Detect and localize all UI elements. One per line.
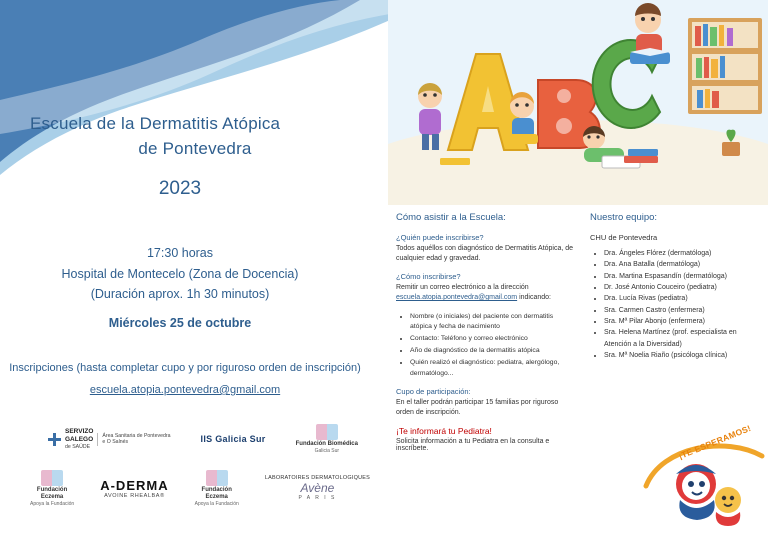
list-item: • Año de diagnóstico de la dermatitis atópica bbox=[410, 346, 576, 356]
list-item: • Sra. Mª Noelia Riaño (psicóloga clínica) bbox=[604, 350, 765, 361]
title-line-1: Escuela de la Dermatitis Atópica bbox=[30, 114, 281, 133]
fundacion-biomedica-line2: Galicia Sur bbox=[314, 448, 340, 454]
galicia-sur-text: IIS Galicia Sur bbox=[200, 434, 266, 444]
fundacion-eczema-mark-left bbox=[41, 470, 63, 486]
logo-aderma bbox=[100, 478, 168, 499]
fundacion-eczema-right-line2: Eczema bbox=[205, 493, 228, 500]
aderma-line1: A-DERMA bbox=[100, 477, 169, 493]
title-line-2: de Pontevedra bbox=[138, 138, 252, 158]
requirements-list bbox=[396, 312, 576, 379]
team-subheading: CHU de Pontevedra bbox=[590, 233, 658, 242]
answer-how-pre: Remitir un correo electrónico a la dirección bbox=[396, 284, 529, 292]
list-item: • Dra. Ana Batalla (dermatóloga) bbox=[604, 259, 765, 270]
answer-how bbox=[396, 283, 576, 303]
sergas-area-line2: e O Salnés bbox=[102, 439, 129, 445]
mascot-illustration bbox=[636, 440, 768, 528]
answer-quota: En el taller podrán participar 15 familias por riguroso orden de inscripción. bbox=[396, 398, 559, 416]
logo-avene bbox=[265, 475, 370, 501]
logo-sergas bbox=[48, 428, 170, 451]
sergas-line3: de SAÚDE bbox=[65, 443, 91, 450]
sergas-line1: SERVIZO bbox=[65, 427, 94, 435]
logos-row-sponsors bbox=[30, 462, 370, 514]
logo-sergas-area bbox=[97, 433, 170, 446]
aderma-line2: AVOINE RHEALBA® bbox=[104, 492, 165, 499]
list-item: • Dra. Martina Espasandín (dermatóloga) bbox=[604, 271, 765, 282]
event-details bbox=[0, 243, 360, 305]
fundacion-eczema-left-line3: Apoya la Fundación bbox=[30, 500, 75, 507]
fundacion-biomedica-line1: Fundación Biomédica bbox=[295, 441, 358, 447]
fundacion-eczema-right-line1: Fundación bbox=[201, 486, 232, 493]
list-item: • Quién realizó el diagnóstico: pediatra, alergólogo, dermatólogo... bbox=[410, 358, 576, 378]
list-item: • Nombre (o iniciales) del paciente con dermatitis atópica y fecha de nacimiento bbox=[410, 312, 576, 332]
logos-row-primary bbox=[48, 420, 358, 458]
list-item: • Sra. Carmen Castro (enfermera) bbox=[604, 305, 765, 316]
sergas-line2: GALEGO bbox=[65, 435, 94, 443]
pediatra-cta: ¡Te informará tu Pediatra! bbox=[396, 425, 492, 436]
avene-line1: Avène bbox=[300, 481, 335, 495]
list-item: • Dra. Ángeles Flórez (dermatóloga) bbox=[604, 248, 765, 259]
ribbon-text: ¡TE ESPERAMOS! bbox=[676, 422, 753, 462]
list-item: • Contacto: Teléfono y correo electrónico bbox=[410, 334, 576, 344]
team-members-list bbox=[590, 248, 765, 361]
question-how: ¿Cómo inscribirse? bbox=[396, 272, 461, 282]
list-item: • Dr. José Antonio Couceiro (pediatra) bbox=[604, 282, 765, 293]
pediatra-cta-sub: Solicita información a tu Pediatra en la consulta e inscríbete. bbox=[396, 437, 550, 452]
sergas-area-line1: Área Sanitaria de Pontevedra bbox=[102, 432, 171, 439]
hero-illustration bbox=[388, 0, 768, 205]
inscription-note: Inscripciones (hasta completar cupo y por riguroso orden de inscripción) bbox=[9, 362, 361, 374]
question-quota: Cupo de participación: bbox=[396, 386, 471, 396]
page-title bbox=[30, 112, 360, 161]
fundacion-eczema-left-line1: Fundación bbox=[36, 486, 68, 493]
logo-fundacion-eczema-right bbox=[195, 470, 239, 507]
event-duration: (Duración aprox. 1h 30 minutos) bbox=[90, 287, 270, 302]
list-item: • Sra. Helena Martínez (prof. especialista en Atención a la Diversidad) bbox=[604, 327, 765, 350]
fundacion-eczema-left-line2: Eczema bbox=[40, 493, 64, 500]
fundacion-biomedica-mark bbox=[316, 424, 338, 440]
inscription-email-link[interactable]: escuela.atopia.pontevedra@gmail.com bbox=[89, 384, 281, 396]
event-time: 17:30 horas bbox=[146, 246, 214, 260]
list-item: • Dra. Lucía Rivas (pediatra) bbox=[604, 293, 765, 304]
banner-decoration bbox=[0, 0, 390, 195]
logo-galicia-sur bbox=[201, 434, 266, 444]
avene-line2: P A R I S bbox=[298, 495, 337, 501]
fundacion-eczema-mark-right bbox=[206, 470, 228, 486]
how-to-attend-heading: Cómo asistir a la Escuela: bbox=[396, 212, 506, 223]
answer-who: Todos aquéllos con diagnóstico de Dermatitis Atópica, de cualquier edad y gravedad. bbox=[396, 245, 574, 263]
year-label: 2023 bbox=[158, 178, 202, 199]
team-section bbox=[590, 212, 765, 361]
team-heading: Nuestro equipo: bbox=[590, 212, 658, 223]
list-item: • Sra. Mª Pilar Abonjo (enfermera) bbox=[604, 316, 765, 327]
logo-sergas-text bbox=[65, 428, 93, 451]
logo-fundacion-eczema-left bbox=[30, 470, 74, 507]
avene-line0: LABORATOIRES DERMATOLOGIQUES bbox=[264, 475, 370, 481]
answer-how-post: indicando: bbox=[519, 294, 551, 302]
event-place: Hospital de Montecelo (Zona de Docencia) bbox=[61, 266, 299, 281]
health-cross-icon bbox=[48, 433, 61, 446]
fundacion-eczema-right-line3: Apoya la Fundación bbox=[194, 500, 239, 507]
event-date: Miércoles 25 de octubre bbox=[108, 316, 252, 330]
contact-email-link[interactable]: escuela.atopia.pontevedra@gmail.com bbox=[396, 294, 518, 302]
question-who: ¿Quién puede inscribirse? bbox=[396, 233, 484, 242]
how-to-attend-section bbox=[396, 212, 576, 452]
logo-fundacion-biomedica bbox=[296, 424, 358, 454]
